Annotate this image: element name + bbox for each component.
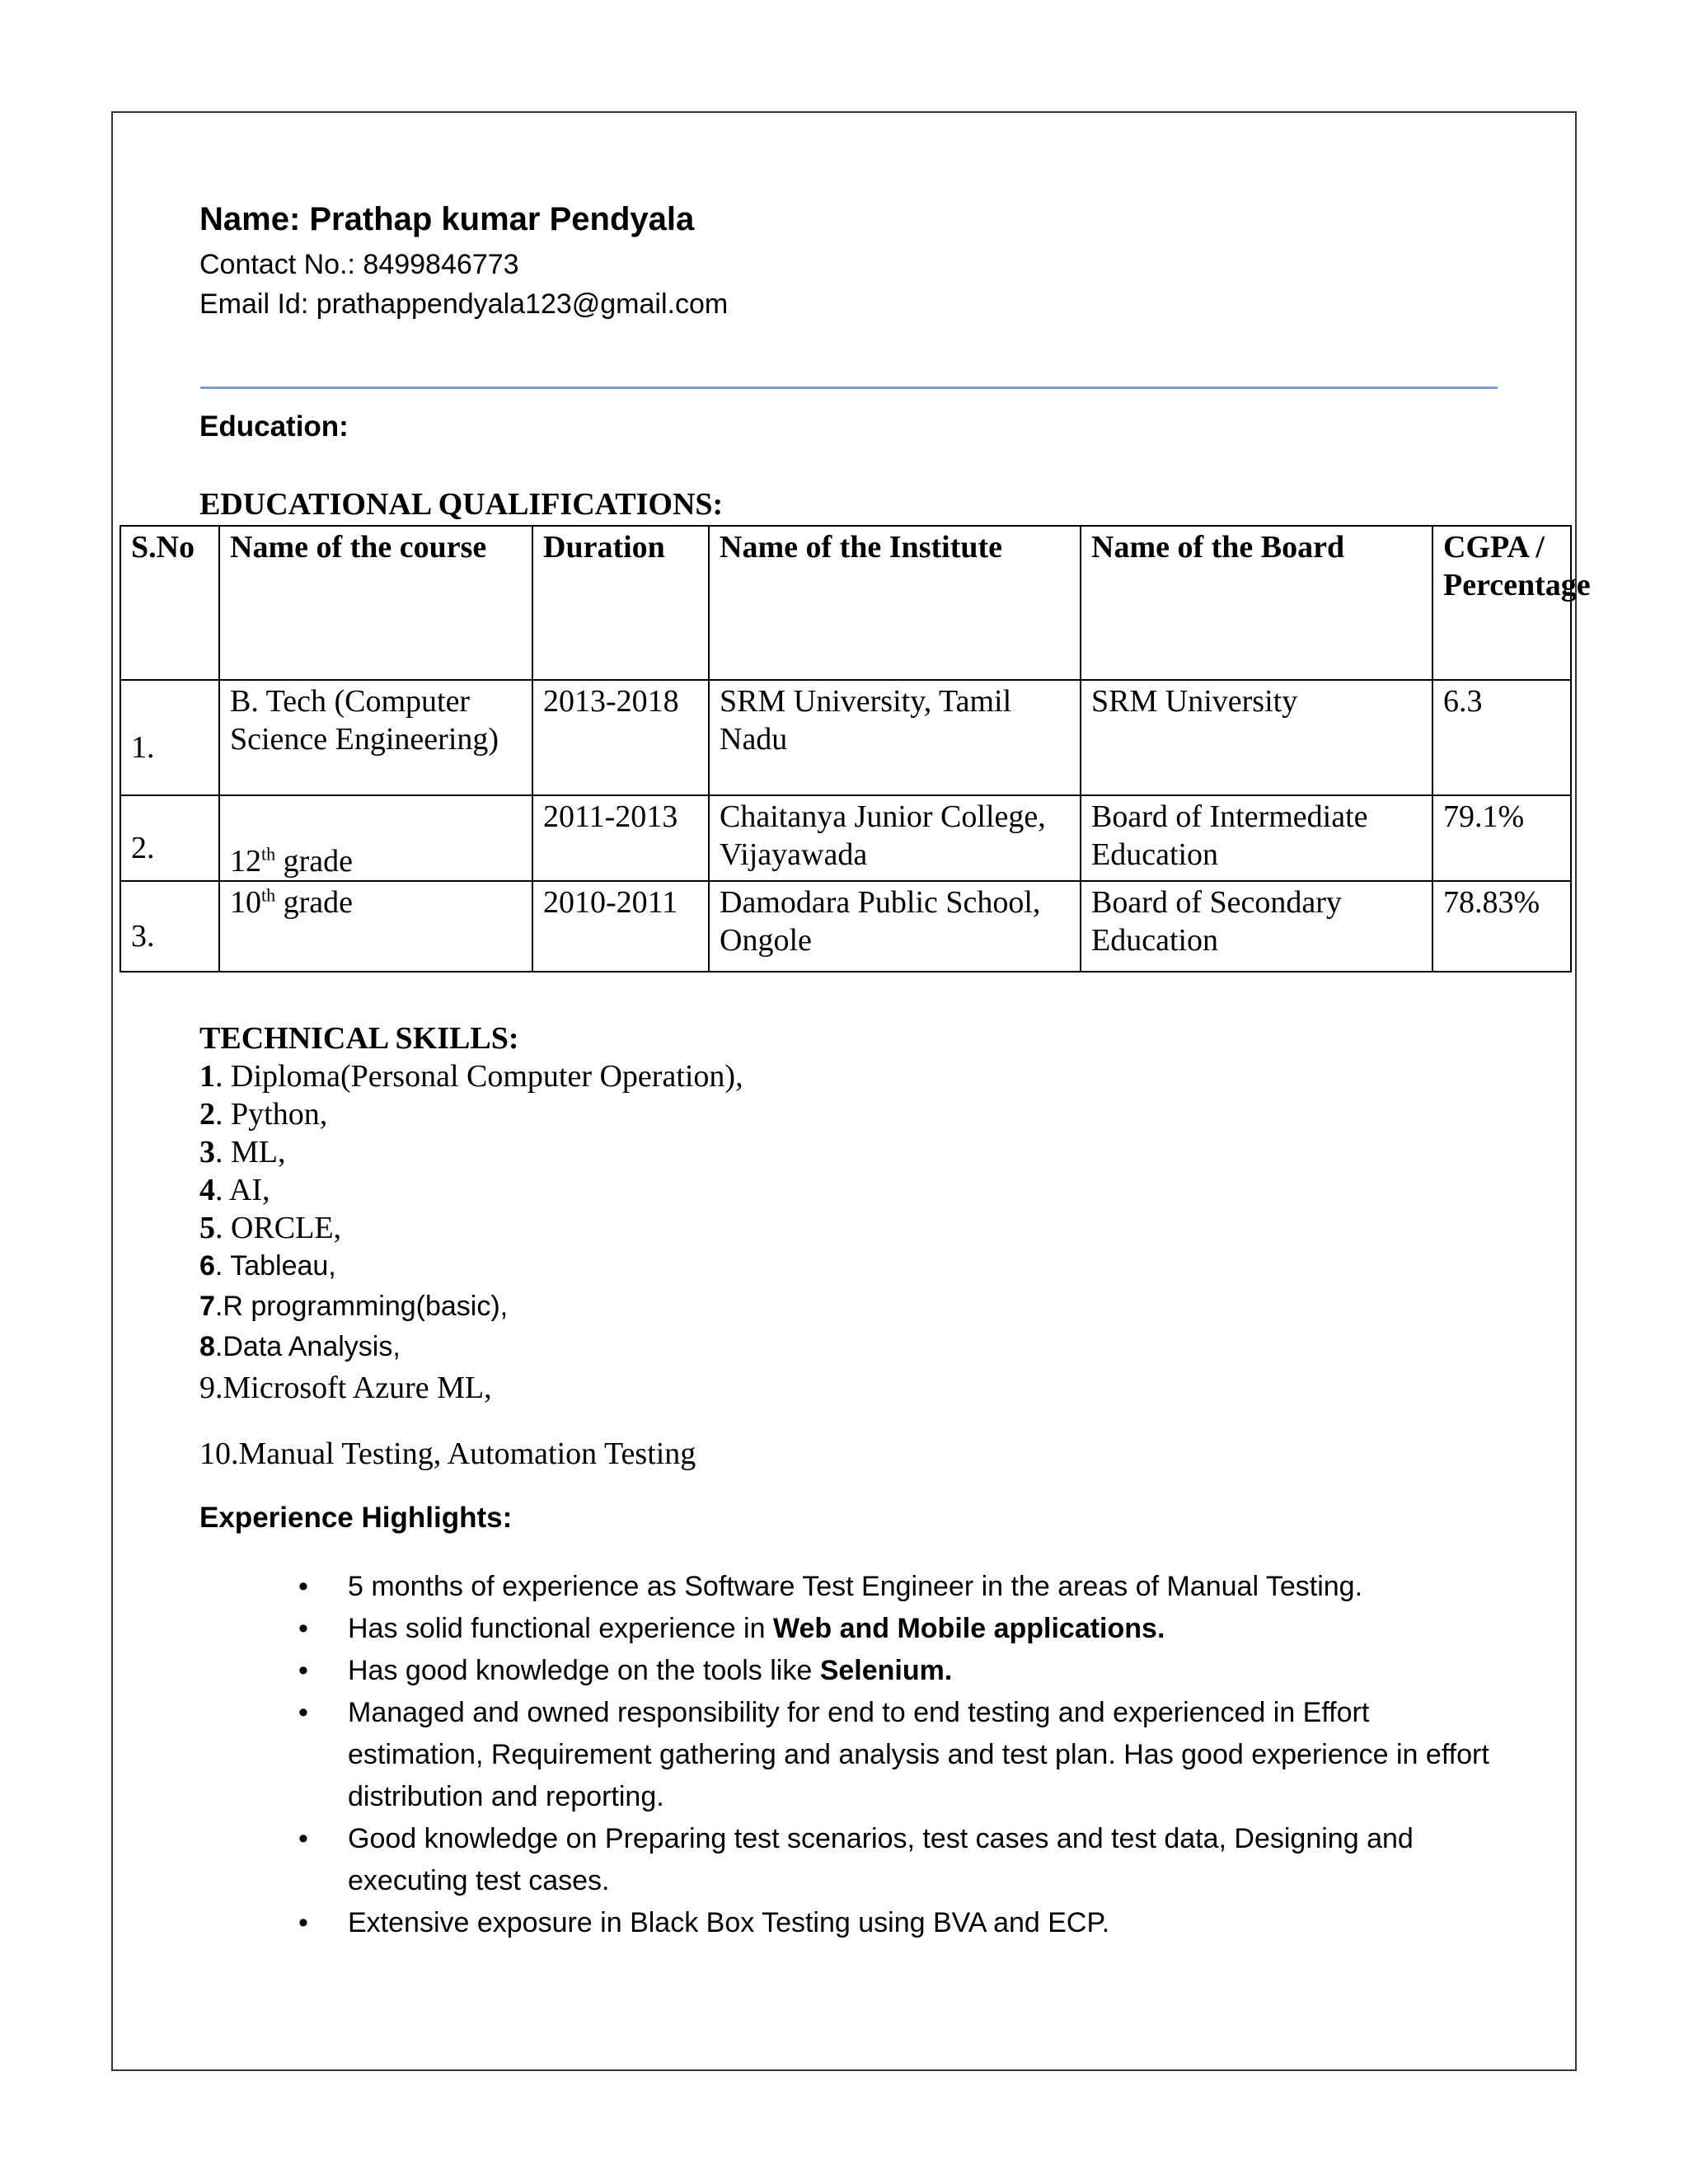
header-divider bbox=[200, 387, 1498, 389]
score-cell: 78.83% bbox=[1432, 881, 1571, 972]
row-number: 2. bbox=[120, 795, 219, 881]
experience-list bbox=[199, 1566, 1502, 1944]
duration-cell: 2013-2018 bbox=[532, 680, 709, 795]
column-header: CGPA / Percentage bbox=[1432, 526, 1571, 680]
list-item: • Extensive exposure in Black Box Testing using BVA and ECP. bbox=[199, 1902, 1502, 1944]
skill-item: 2. Python, bbox=[199, 1097, 328, 1132]
board-cell: Board of Intermediate Education bbox=[1081, 795, 1432, 881]
skill-item: 3. ML, bbox=[199, 1135, 286, 1169]
qualifications-table bbox=[120, 525, 1591, 972]
duration-cell: 2011-2013 bbox=[532, 795, 709, 881]
skill-item: 9.Microsoft Azure ML, bbox=[199, 1371, 492, 1405]
table-row bbox=[120, 881, 1571, 972]
qualifications-heading: EDUCATIONAL QUALIFICATIONS: bbox=[199, 487, 724, 522]
course-cell: B. Tech (Computer Science Engineering) bbox=[219, 680, 532, 795]
table-header-row bbox=[120, 526, 1571, 680]
skill-item: 1. Diploma(Personal Computer Operation), bbox=[199, 1059, 743, 1094]
experience-heading: Experience Highlights: bbox=[199, 1502, 513, 1534]
column-header: Duration bbox=[532, 526, 709, 680]
score-cell: 79.1% bbox=[1432, 795, 1571, 881]
skill-item: 6. Tableau, bbox=[199, 1250, 336, 1282]
institute-cell: Damodara Public School, Ongole bbox=[709, 881, 1081, 972]
list-item: • 5 months of experience as Software Test Engineer in the areas of Manual Testing. bbox=[199, 1566, 1502, 1608]
bullet-icon: • bbox=[298, 1907, 308, 1938]
board-cell: SRM University bbox=[1081, 680, 1432, 795]
table-row bbox=[120, 795, 1571, 881]
list-item: • Has solid functional experience in Web and Mobile applications. bbox=[199, 1608, 1502, 1650]
course-cell: 12th grade bbox=[219, 795, 532, 881]
institute-cell: SRM University, Tamil Nadu bbox=[709, 680, 1081, 795]
duration-cell: 2010-2011 bbox=[532, 881, 709, 972]
list-item: • Good knowledge on Preparing test scenarios, test cases and test data, Designing and executing test cases. bbox=[199, 1818, 1502, 1902]
bullet-icon: • bbox=[298, 1823, 308, 1854]
score-cell: 6.3 bbox=[1432, 680, 1571, 795]
column-header: Name of the Board bbox=[1081, 526, 1432, 680]
list-item: • Managed and owned responsibility for end to end testing and experienced in Effort estimation, Requirement gathering and analysis and test plan. Has good experience in effort distribution and reporting. bbox=[199, 1692, 1502, 1818]
candidate-name: Name: Prathap kumar Pendyala bbox=[199, 201, 695, 237]
course-cell: 10th grade bbox=[219, 881, 532, 972]
row-number: 3. bbox=[120, 881, 219, 972]
row-number: 1. bbox=[120, 680, 219, 795]
bullet-icon: • bbox=[298, 1655, 308, 1686]
skill-item: 4. AI, bbox=[199, 1173, 270, 1207]
board-cell: Board of Secondary Education bbox=[1081, 881, 1432, 972]
list-item: • Has good knowledge on the tools like Selenium. bbox=[199, 1650, 1502, 1692]
skill-item: 7.R programming(basic), bbox=[199, 1291, 509, 1322]
education-heading: Education: bbox=[199, 410, 349, 443]
institute-cell: Chaitanya Junior College, Vijayawada bbox=[709, 795, 1081, 881]
column-header: Name of the course bbox=[219, 526, 532, 680]
table-row bbox=[120, 680, 1571, 795]
bullet-icon: • bbox=[298, 1697, 308, 1728]
skill-item: 8.Data Analysis, bbox=[199, 1331, 401, 1362]
technical-skills-heading: TECHNICAL SKILLS: bbox=[199, 1021, 519, 1056]
column-header: S.No bbox=[120, 526, 219, 680]
skill-item: 5. ORCLE, bbox=[199, 1211, 342, 1245]
email-address: Email Id: prathappendyala123@gmail.com bbox=[199, 288, 729, 320]
bullet-icon: • bbox=[298, 1613, 308, 1644]
column-header: Name of the Institute bbox=[709, 526, 1081, 680]
skill-item: 10.Manual Testing, Automation Testing bbox=[199, 1436, 696, 1471]
contact-number: Contact No.: 8499846773 bbox=[199, 249, 519, 280]
bullet-icon: • bbox=[298, 1571, 308, 1602]
